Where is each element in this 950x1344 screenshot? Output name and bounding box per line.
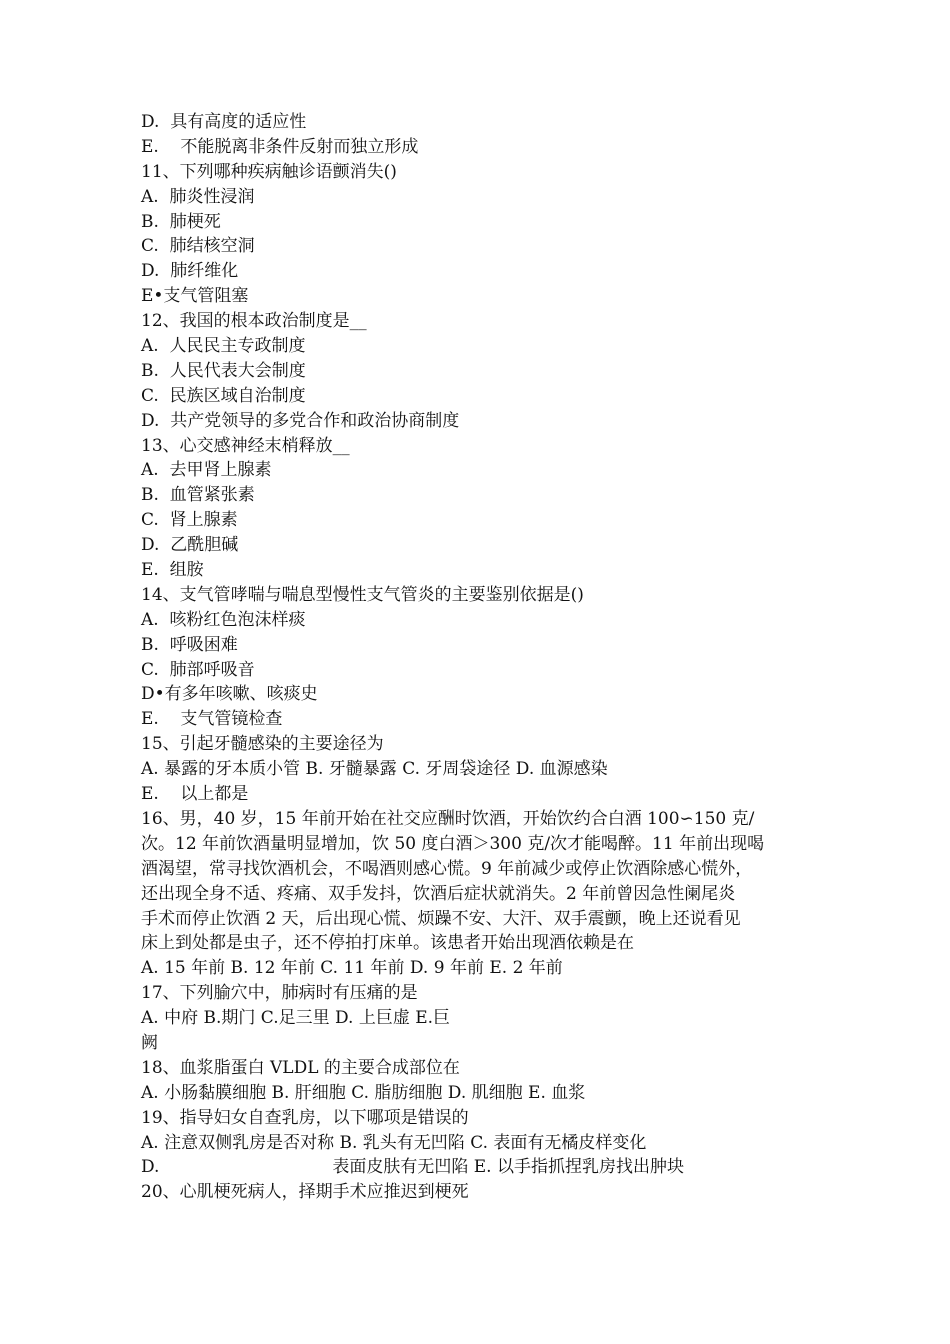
question-line: 床上到处都是虫子，还不停拍打床单。该患者开始出现酒依赖是在 [141, 933, 634, 954]
question-line: 酒渴望，常寻找饮酒机会，不喝酒则感心慌。9 年前减少或停止饮酒除感心慌外， [141, 858, 753, 879]
question-line: 14、支气管哮喘与喘息型慢性支气管炎的主要鉴别依据是() [141, 584, 584, 605]
option-line: E. 组胺 [141, 560, 204, 581]
option-line: D. 乙酰胆碱 [141, 535, 239, 556]
question-line: 20、心肌梗死病人，择期手术应推迟到梗死 [141, 1182, 469, 1203]
question-line: 手术而停止饮酒 2 天，后出现心慌、烦躁不安、大汗、双手震颤，晚上还说看见 [141, 908, 741, 929]
option-line: E. 支气管镜检查 [141, 709, 283, 730]
question-line: 17、下列腧穴中，肺病时有压痛的是 [141, 983, 418, 1004]
option-line: B. 肺梗死 [141, 211, 221, 232]
question-line: 次。12 年前饮酒量明显增加，饮 50 度白酒＞300 克/次才能喝醉。11 年前出现喝 [141, 833, 765, 854]
question-line: 19、指导妇女自查乳房，以下哪项是错误的 [141, 1107, 469, 1128]
option-line: D. 表面皮肤有无凹陷 E. 以手指抓捏乳房找出肿块 [141, 1157, 684, 1178]
option-line: E•支气管阻塞 [141, 286, 249, 307]
option-line: C. 肺部呼吸音 [141, 659, 255, 680]
text-line: D. 具有高度的适应性 [141, 112, 307, 132]
question-line: 12、我国的根本政治制度是__ [141, 311, 367, 332]
question-line: 还出现全身不适、疼痛、双手发抖，饮酒后症状就消失。2 年前曾因急性阑尾炎 [141, 883, 736, 904]
option-line: B. 人民代表大会制度 [141, 360, 306, 381]
option-line: A. 肺炎性浸润 [141, 186, 255, 207]
option-line: D•有多年咳嗽、咳痰史 [141, 684, 318, 705]
option-line: C. 民族区域自治制度 [141, 385, 306, 406]
option-line: A. 注意双侧乳房是否对称 B. 乳头有无凹陷 C. 表面有无橘皮样变化 [141, 1132, 647, 1153]
option-line: A. 中府 B.期门 C.足三里 D. 上巨虚 E.巨 [141, 1008, 451, 1029]
question-line: 15、引起牙髓感染的主要途径为 [141, 734, 384, 755]
option-line: E. 以上都是 [141, 784, 249, 805]
option-line: C. 肺结核空洞 [141, 236, 255, 257]
option-line: B. 呼吸困难 [141, 634, 238, 655]
option-line: B. 血管紧张素 [141, 485, 255, 506]
option-line: A. 人民民主专政制度 [141, 336, 306, 357]
option-line: A. 15 年前 B. 12 年前 C. 11 年前 D. 9 年前 E. 2 年前 [141, 958, 563, 979]
option-line: D. 共产党领导的多党合作和政治协商制度 [141, 410, 460, 431]
option-line: A. 去甲肾上腺素 [141, 460, 272, 481]
option-line: C. 肾上腺素 [141, 510, 238, 531]
option-line: D. 肺纤维化 [141, 261, 239, 282]
document-body [141, 110, 821, 1205]
question-line: 18、血浆脂蛋白 VLDL 的主要合成部位在 [141, 1057, 460, 1078]
question-line: 13、心交感神经末梢释放__ [141, 435, 350, 456]
option-line: A. 暴露的牙本质小管 B. 牙髓暴露 C. 牙周袋途径 D. 血源感染 [141, 759, 608, 780]
option-line: A. 小肠黏膜细胞 B. 肝细胞 C. 脂肪细胞 D. 肌细胞 E. 血浆 [141, 1082, 586, 1103]
text-line: E. 不能脱离非条件反射而独立形成 [141, 136, 419, 157]
question-line: 11、下列哪种疾病触诊语颤消失() [141, 161, 397, 182]
question-line: 16、男，40 岁，15 年前开始在社交应酬时饮酒，开始饮约合白酒 100∽150 克/ [141, 808, 755, 829]
option-line: A. 咳粉红色泡沫样痰 [141, 609, 306, 630]
option-line: 阙 [141, 1032, 158, 1053]
